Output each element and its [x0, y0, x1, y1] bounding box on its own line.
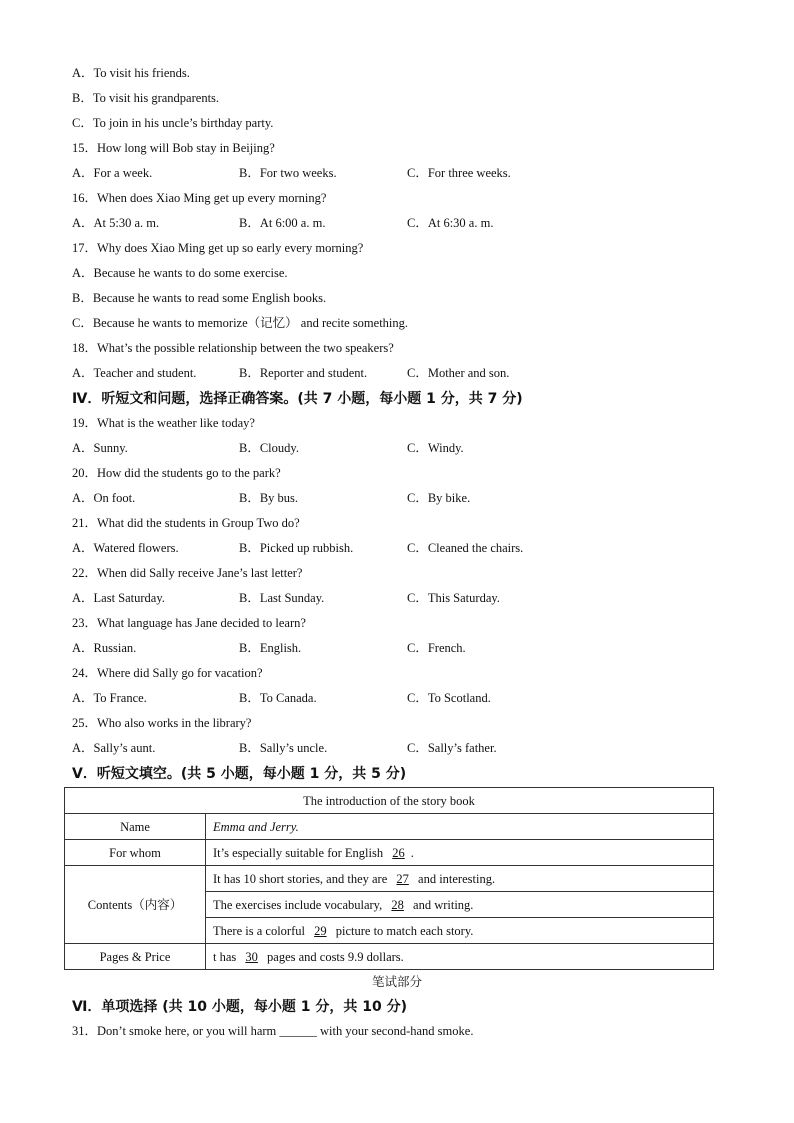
q16-option-c: C．At 6:30 a. m.	[407, 216, 494, 230]
q17-option-c: C．Because he wants to memorize（记忆） and recite something.	[72, 316, 409, 330]
q18-option-a: A．Teacher and student.	[72, 366, 197, 380]
section-5-heading: Ⅴ．听短文填空。(共 5 小题，每小题 1 分，共 5 分)	[72, 766, 407, 782]
pages-price-label: Pages & Price	[65, 944, 206, 970]
q19-option-a: A．Sunny.	[72, 441, 128, 455]
contents-label: Contents（内容）	[65, 866, 206, 944]
q22-option-b: B．Last Sunday.	[239, 591, 325, 605]
q23-option-a: A．Russian.	[72, 641, 137, 655]
q24-option-b: B．To Canada.	[239, 691, 317, 705]
name-value: Emma and Jerry.	[206, 814, 714, 840]
q22-option-c: C．This Saturday.	[407, 591, 500, 605]
story-book-table	[64, 787, 714, 970]
q21-option-a: A．Watered flowers.	[72, 541, 179, 555]
q18-question: 18．What’s the possible relationship between the two speakers?	[72, 341, 394, 355]
q25-option-c: C．Sally’s father.	[407, 741, 497, 755]
table-row	[65, 840, 714, 866]
q20-option-a: A．On foot.	[72, 491, 136, 505]
q23-option-b: B．English.	[239, 641, 302, 655]
q15-option-c: C．For three weeks.	[407, 166, 511, 180]
contents-2-end: and writing.	[413, 897, 474, 912]
q18-option-b: B．Reporter and student.	[239, 366, 368, 380]
q23-options	[72, 637, 722, 662]
for-whom-text: It’s especially suitable for English	[213, 845, 384, 860]
q20-option-b: B．By bus.	[239, 491, 299, 505]
q17-option-a: A．Because he wants to do some exercise.	[72, 266, 288, 280]
q16-option-b: B．At 6:00 a. m.	[239, 216, 326, 230]
q25-question: 25．Who also works in the library?	[72, 716, 252, 730]
blank-26: 26	[392, 845, 405, 860]
q25-options	[72, 737, 722, 762]
q21-options	[72, 537, 722, 562]
q24-option-a: A．To France.	[72, 691, 147, 705]
q17-question: 17．Why does Xiao Ming get up so early every morning?	[72, 241, 364, 255]
q19-options	[72, 437, 722, 462]
q14-option-c: C．To join in his uncle’s birthday party.	[72, 116, 274, 130]
contents-line-2	[206, 892, 714, 918]
blank-29: 29	[314, 923, 327, 938]
q19-option-c: C．Windy.	[407, 441, 464, 455]
q16-option-a: A．At 5:30 a. m.	[72, 216, 160, 230]
q23-option-c: C．French.	[407, 641, 466, 655]
q19-option-b: B．Cloudy.	[239, 441, 299, 455]
q21-option-c: C．Cleaned the chairs.	[407, 541, 524, 555]
q24-question: 24．Where did Sally go for vacation?	[72, 666, 263, 680]
q22-option-a: A．Last Saturday.	[72, 591, 165, 605]
q18-option-c: C．Mother and son.	[407, 366, 510, 380]
q15-option-a: A．For a week.	[72, 166, 153, 180]
contents-2-text: The exercises include vocabulary,	[213, 897, 383, 912]
q20-question: 20．How did the students go to the park?	[72, 466, 281, 480]
q22-options	[72, 587, 722, 612]
q20-option-c: C．By bike.	[407, 491, 471, 505]
contents-1-end: and interesting.	[418, 871, 496, 886]
written-part-label: 笔试部分	[371, 975, 422, 989]
contents-1-text: It has 10 short stories, and they are	[213, 871, 388, 886]
contents-3-text: There is a colorful	[213, 923, 305, 938]
q31-question: 31．Don’t smoke here, or you will harm ______ with your second-hand smoke.	[72, 1024, 474, 1038]
blank-27: 27	[396, 871, 409, 886]
q16-question: 16．When does Xiao Ming get up every morning?	[72, 191, 327, 205]
table-row	[65, 866, 714, 892]
section-6-heading: Ⅵ．单项选择 (共 10 小题，每小题 1 分，共 10 分)	[72, 999, 408, 1015]
exam-page	[72, 62, 722, 1045]
q16-options	[72, 212, 722, 237]
contents-3-end: picture to match each story.	[335, 923, 474, 938]
contents-line-3	[206, 918, 714, 944]
section-4-heading: Ⅳ．听短文和问题，选择正确答案。(共 7 小题，每小题 1 分，共 7 分)	[72, 391, 523, 407]
q17-option-b: B．Because he wants to read some English books.	[72, 291, 327, 305]
q15-options	[72, 162, 722, 187]
q22-question: 22．When did Sally receive Jane’s last letter?	[72, 566, 303, 580]
q24-option-c: C．To Scotland.	[407, 691, 491, 705]
table-row	[65, 788, 714, 814]
q18-options	[72, 362, 722, 387]
q15-question: 15．How long will Bob stay in Beijing?	[72, 141, 275, 155]
q14-option-b: B．To visit his grandparents.	[72, 91, 220, 105]
blank-30: 30	[245, 949, 258, 964]
name-label: Name	[65, 814, 206, 840]
q24-options	[72, 687, 722, 712]
table-title: The introduction of the story book	[65, 788, 714, 814]
q25-option-b: B．Sally’s uncle.	[239, 741, 328, 755]
q21-question: 21．What did the students in Group Two do?	[72, 516, 300, 530]
q21-option-b: B．Picked up rubbish.	[239, 541, 354, 555]
q20-options	[72, 487, 722, 512]
for-whom-end: .	[410, 845, 414, 860]
table-row	[65, 814, 714, 840]
pages-text: t has	[213, 949, 237, 964]
pages-end: pages and costs 9.9 dollars.	[267, 949, 404, 964]
q15-option-b: B．For two weeks.	[239, 166, 337, 180]
q14-option-a: A．To visit his friends.	[72, 66, 190, 80]
blank-28: 28	[391, 897, 404, 912]
q23-question: 23．What language has Jane decided to learn?	[72, 616, 306, 630]
table-row	[65, 944, 714, 970]
for-whom-label: For whom	[65, 840, 206, 866]
contents-line-1	[206, 866, 714, 892]
pages-price-value	[206, 944, 714, 970]
for-whom-value	[206, 840, 714, 866]
q19-question: 19．What is the weather like today?	[72, 416, 255, 430]
q25-option-a: A．Sally’s aunt.	[72, 741, 156, 755]
